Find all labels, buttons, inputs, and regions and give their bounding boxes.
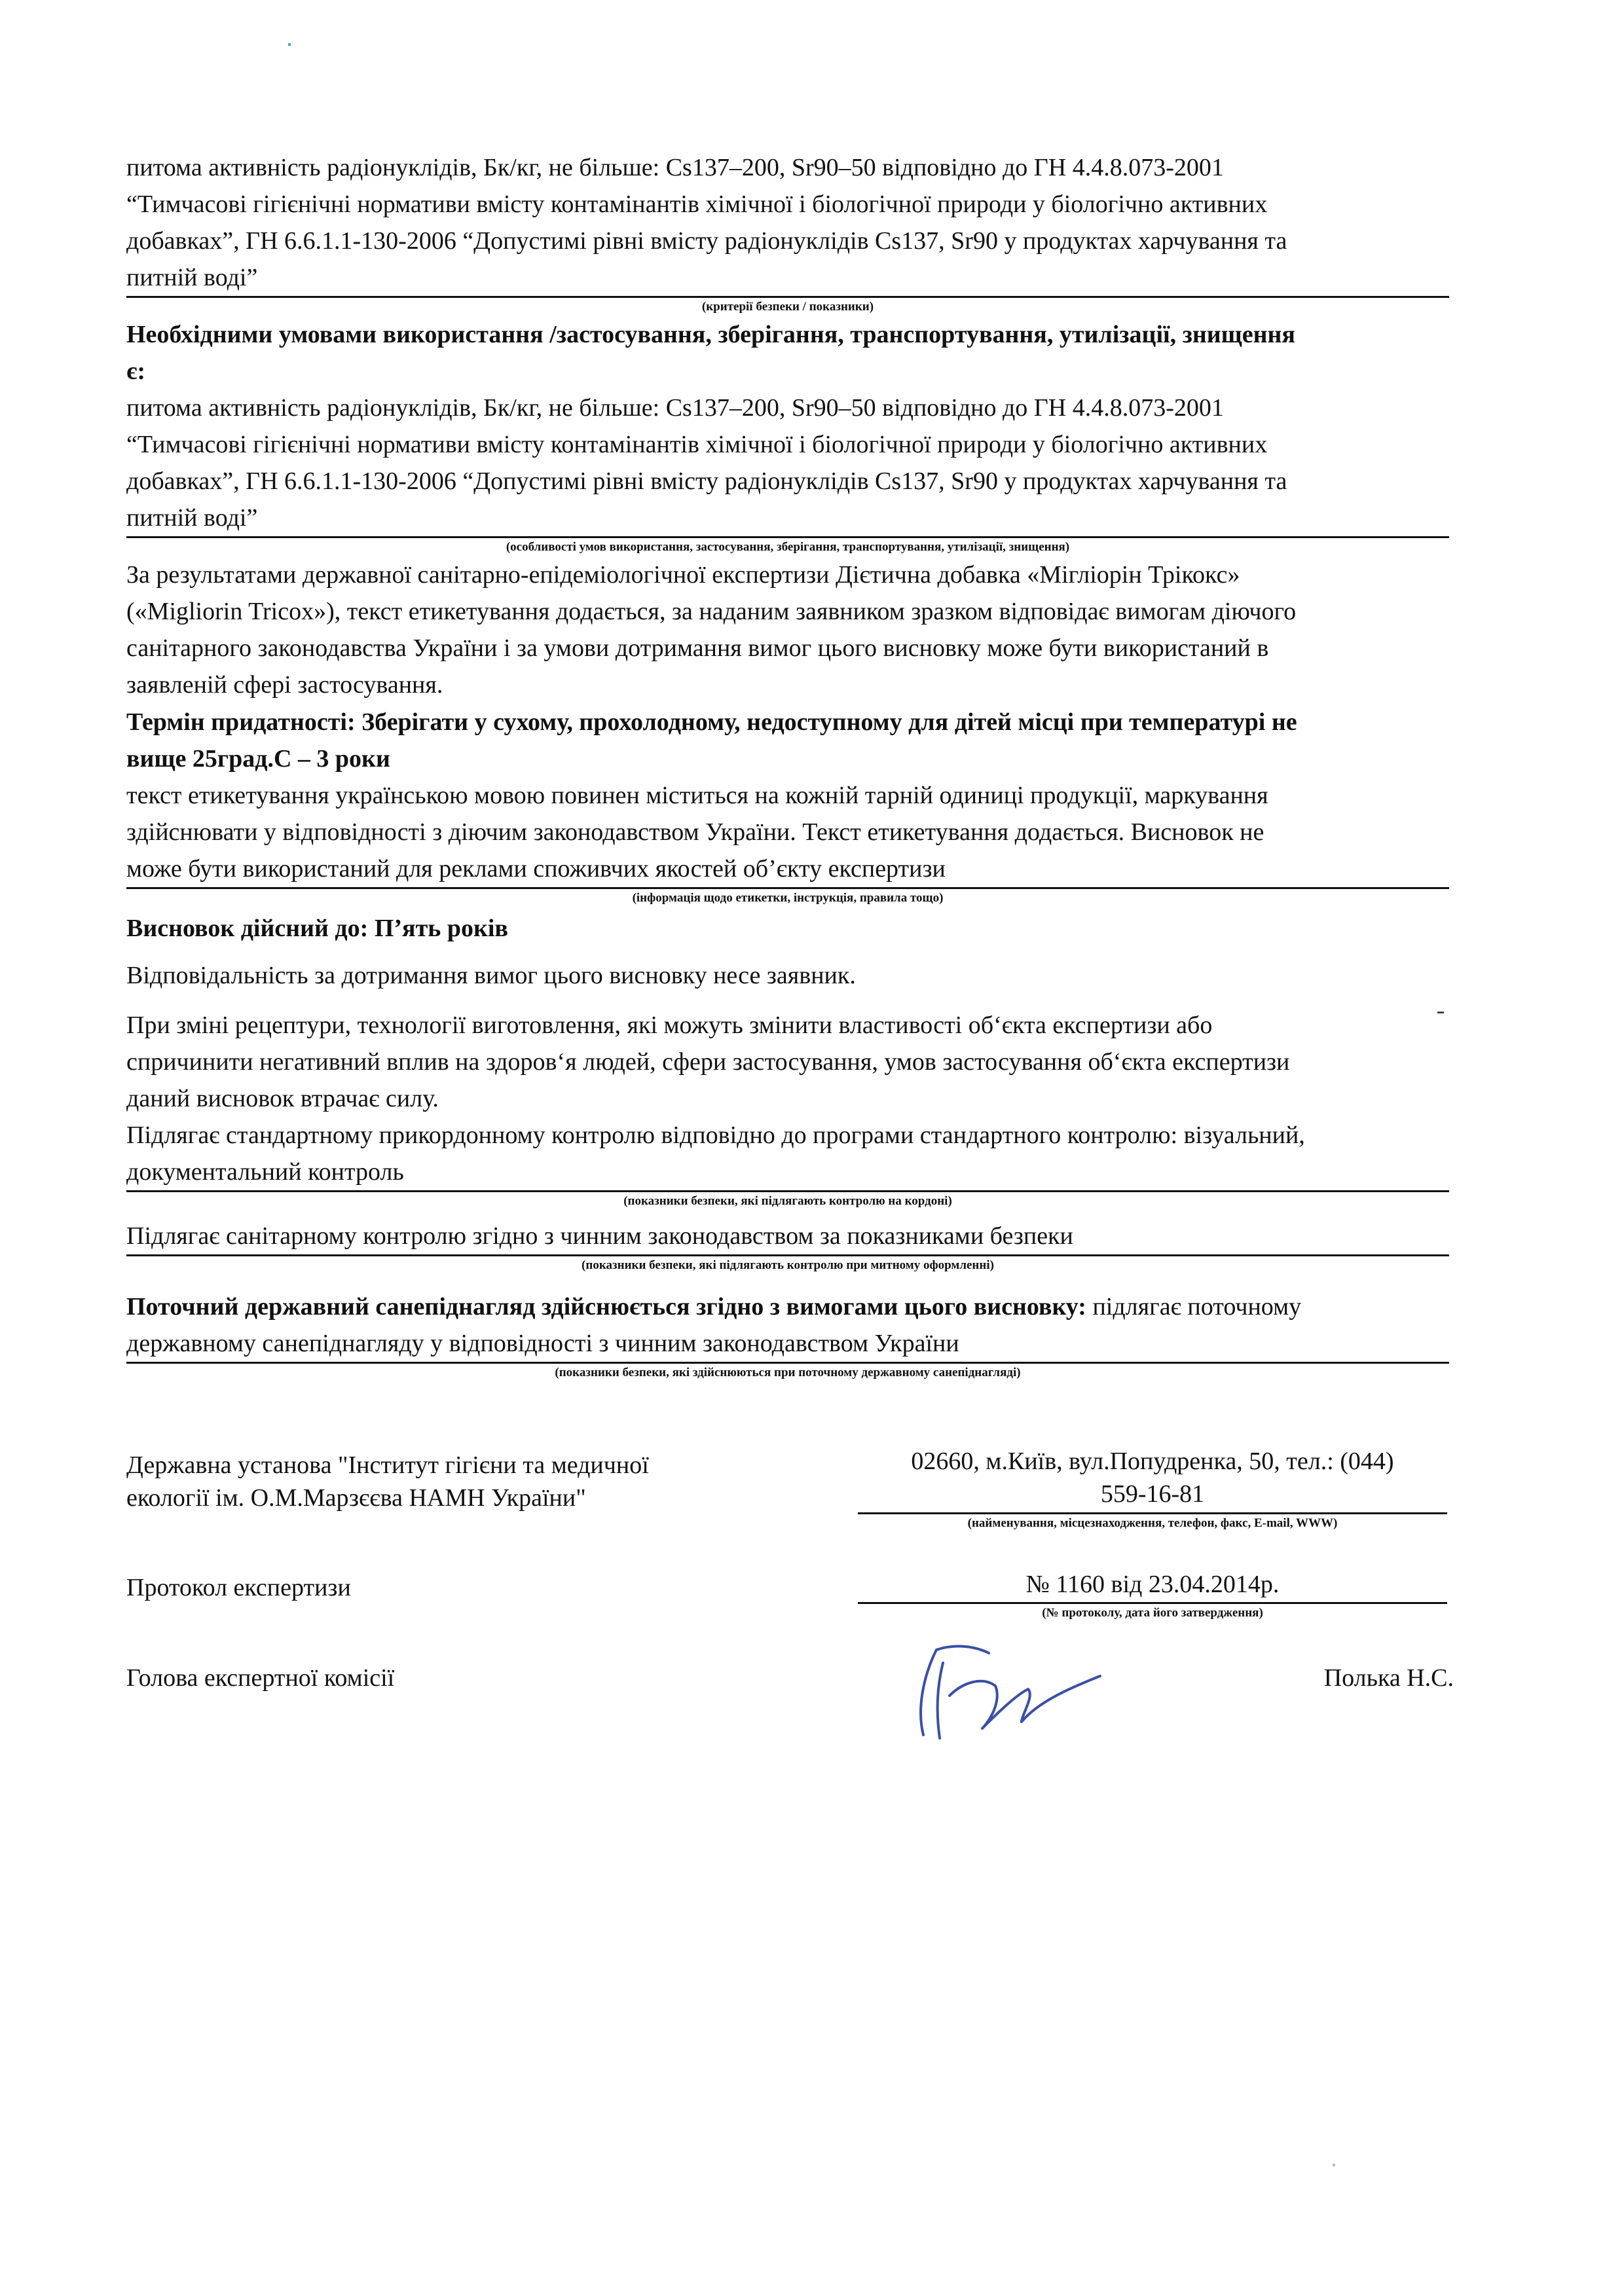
supervision-text: підлягає поточному: [1086, 1293, 1302, 1321]
section-heading: Термін придатності: Зберігати у сухому, прохолодному, недоступному для дітей місці при температурі не: [126, 708, 1297, 736]
field-caption: (показники безпеки, які здійснюються при поточному державному санепіднагляді): [555, 1366, 1021, 1379]
text-line: добавках”, ГН 6.6.1.1-130-2006 “Допустимі рівні вмісту радіонуклідів Cs137, Sr90 у продуктах харчування та: [126, 467, 1287, 495]
text-line: може бути використаний для реклами споживчих якостей об’єкту експертизи: [126, 850, 1449, 889]
safety-criteria-block: [126, 149, 1449, 316]
customs-control-block: [126, 1218, 1449, 1275]
text-line: добавках”, ГН 6.6.1.1-130-2006 “Допустимі рівні вмісту радіонуклідів Cs137, Sr90 у продуктах харчування та: [126, 227, 1287, 255]
institution-line: екології ім. О.М.Марзєєва НАМН України": [126, 1484, 586, 1512]
text-line: спричинити негативний вплив на здоров‘я людей, сфери застосування, умов застосування об‘єкта експертизи: [126, 1048, 1290, 1076]
text-line: текст етикетування українською мовою повинен міститься на кожній тарній одиниці продукції, маркування: [126, 782, 1268, 809]
signature-mark: [897, 1624, 1107, 1755]
responsibility-block: [126, 957, 1449, 994]
commission-head-name: Полька Н.С.: [1323, 1664, 1454, 1692]
supervision-block: [126, 1288, 1449, 1382]
field-caption: (показники безпеки, які підлягають контролю на кордоні): [623, 1194, 952, 1208]
text-line: питній воді”: [126, 259, 1449, 298]
text-line: («Migliorin Tricox»), текст етикетування додається, за наданим заявником зразком відповідає вимогам діючого: [126, 598, 1297, 625]
invalidation-block: [126, 1007, 1449, 1117]
supervision-heading: Поточний державний санепіднагляд здійснюється згідно з вимогами цього висновку:: [126, 1293, 1086, 1321]
address-line: 02660, м.Київ, вул.Попудренка, 50, тел.: (044): [911, 1448, 1394, 1475]
text-line: питній воді”: [126, 500, 1449, 538]
text-line: Підлягає санітарному контролю згідно з чинним законодавством за показниками безпеки: [126, 1218, 1449, 1256]
text-line: даний висновок втрачає силу.: [126, 1085, 439, 1112]
institution-name: [126, 1449, 781, 1514]
protocol-caption: (№ протоколу, дата його затвердження): [1042, 1606, 1263, 1620]
text-line: Підлягає стандартному прикордонному контролю відповідно до програми стандартного контролю: візуальний,: [126, 1121, 1305, 1149]
text-line: “Тимчасові гігієнічні нормативи вмісту контамінантів хімічної і біологічної природи у біологічно активних: [126, 191, 1268, 218]
text-line: За результатами державної санітарно-епідеміологічної експертизи Дієтична добавка «Мігліорін Трікокс»: [126, 561, 1240, 589]
responsibility-text: Відповідальність за дотримання вимог цього висновку несе заявник.: [126, 962, 856, 989]
text-line: При зміні рецептури, технології виготовлення, які можуть змінити властивості об‘єкта експертизи або: [126, 1011, 1213, 1039]
institution-line: Державна установа "Інститут гігієни та медичної: [126, 1451, 649, 1479]
commission-head-label: Голова експертної комісії: [126, 1664, 395, 1692]
validity-heading: Висновок дійсний до: П’ять років: [126, 915, 508, 942]
text-line: заявленій сфері застосування.: [126, 671, 443, 699]
field-caption: (інформація щодо етикетки, інструкція, правила тощо): [632, 891, 944, 905]
text-line: документальний контроль: [126, 1154, 1449, 1192]
address-caption: (найменування, місцезнаходження, телефон, факс, E-mail, WWW): [967, 1516, 1338, 1530]
field-caption: (показники безпеки, які підлягають контролю при митному оформленні): [581, 1258, 994, 1272]
institution-address: [858, 1445, 1447, 1510]
protocol-label: Протокол експертизи: [126, 1574, 351, 1601]
text-line: державному санепіднагляду у відповідності з чинним законодавством України: [126, 1325, 1449, 1364]
expertise-result-block: [126, 556, 1449, 703]
scan-speck: [1437, 1011, 1444, 1013]
usage-conditions-block: [126, 316, 1449, 556]
field-caption: (критерії безпеки / показники): [701, 300, 874, 314]
scan-speck: [1333, 2164, 1335, 2166]
field-caption: (особливості умов використання, застосування, зберігання, транспортування, утилізації, знищення): [506, 540, 1070, 554]
text-line: “Тимчасові гігієнічні нормативи вмісту контамінантів хімічної і біологічної природи у біологічно активних: [126, 431, 1268, 458]
shelf-life-block: [126, 704, 1449, 907]
section-heading: Необхідними умовами використання /застосування, зберігання, транспортування, утилізації, знищення: [126, 321, 1295, 348]
text-line: здійснювати у відповідності з діючим законодавством України. Текст етикетування додається. Висновок не: [126, 818, 1264, 846]
text-line: санітарного законодавства України і за умови дотримання вимог цього висновку може бути використаний в: [126, 634, 1269, 662]
border-control-block: [126, 1117, 1449, 1211]
validity-block: [126, 910, 1449, 947]
section-heading-continued: вище 25град.С – 3 роки: [126, 745, 390, 773]
text-line: [126, 1288, 1449, 1325]
protocol-value: № 1160 від 23.04.2014р.: [1025, 1571, 1280, 1598]
text-line: питома активність радіонуклідів, Бк/кг, не більше: Cs137–200, Sr90–50 відповідно до ГН 4.4.8.073-2001: [126, 154, 1224, 181]
section-heading-continued: є:: [126, 357, 146, 385]
address-line: 559-16-81: [1100, 1480, 1205, 1508]
text-line: питома активність радіонуклідів, Бк/кг, не більше: Cs137–200, Sr90–50 відповідно до ГН 4.4.8.073-2001: [126, 394, 1224, 422]
scan-speck: [288, 43, 291, 46]
